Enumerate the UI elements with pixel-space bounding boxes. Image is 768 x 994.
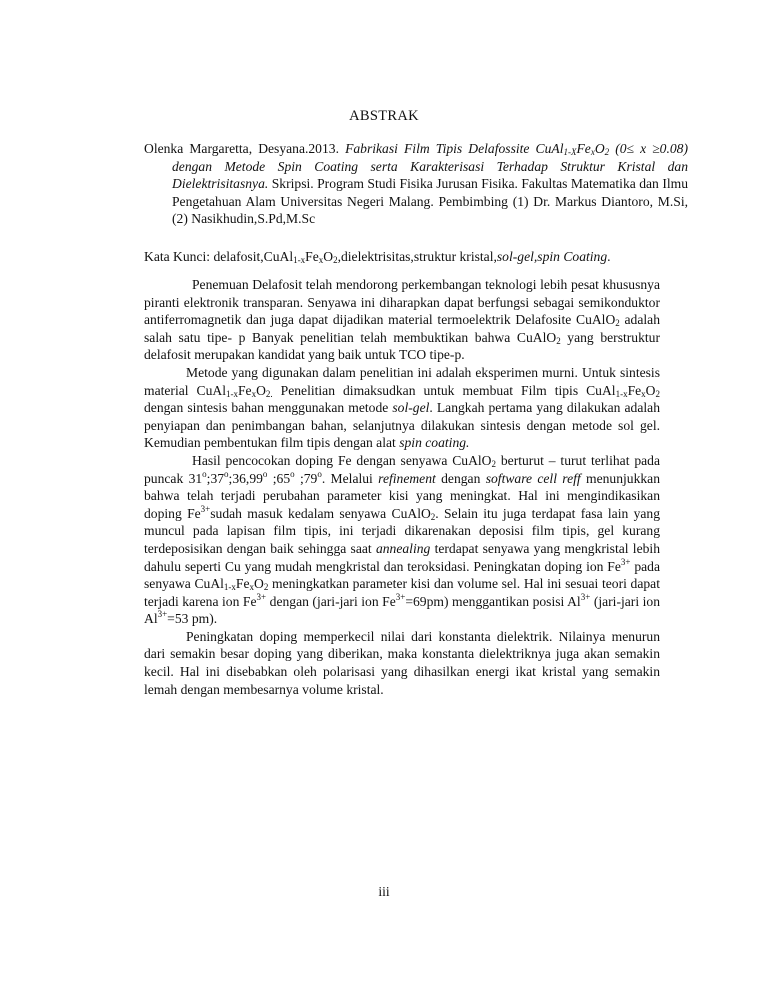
page-number: iii [378, 884, 390, 899]
citation [144, 140, 688, 228]
keywords-line: Kata Kunci: $delafosit,CuAl_{1-x}Fe_xO_2,dielektrisitas,struktur$ kristal,sol-gel,spin Coating. [144, 249, 611, 265]
paragraph-3: Hasil pencocokan doping Fe dengan senyawa CuAlO$_2$ berturut – turut terlihat pada puncak 31$^o$;37$^o$;36,99$^o$ ;65$^o$ ;79$^o$. Melalui refinement dengan software cell reff menunjukkan bahwa telah terjadi perubahan parameter kisi yang meningkat. Hal ini mengindikasikan doping $Fe^{3+}sudah$ masuk kedalam senyawa CuAlO$_2$. Selain itu juga terdapat fasa lain yang muncul pada lapisan film tipis, ini terjadi dikarenakan deposisi film tipis, gel kurang terdeposisikan dengan baik sehingga saat annealing terdapat senyawa yang mengkristal lebih dahulu seperti Cu yang mudah mengkristal dan teroksidasi. Peningkatan doping ion $Fe^{3+}$ pada senyawa $CuAl_{1-x}Fe_xO_2$ meningkatkan parameter kisi dan volume sel. Hal ini sesuai teori dapat terjadi karena ion $Fe^{3+}$ dengan (jari-jari ion $Fe^{3+}=69pm$) menggantikan posisi $Al^{3+}$ (jari-jari ion $Al^{3+}=53$ pm). [144, 452, 661, 627]
page-title: ABSTRAK [349, 108, 419, 124]
paragraph-2: Metode yang digunakan dalam penelitian ini adalah eksperimen murni. Untuk sintesis material $CuAl_{1-x}Fe_xO_{2.}$ Penelitian dimaksudkan untuk membuat Film tipis $CuAl_{1-x}Fe_xO_2$ dengan sintesis bahan menggunakan metode sol-gel. Langkah pertama yang dilakukan adalah penyiapan dan penimbangan bahan, selanjutnya dilakukan sintesis dengan metode sol gel. Kemudian pembentukan film tipis dengan alat spin coating. [144, 364, 660, 451]
paragraph-1: Penemuan Delafosit telah mendorong perkembangan teknologi lebih pesat khususnya piranti elektronik transparan. Senyawa ini diharapkan dapat berfungsi sebagai semikonduktor antiferromagnetik dan juga dapat dijadikan material termoelektrik Delafosite CuAlO$_2$ adalah salah satu tipe- p Banyak penelitian telah membuktikan bahwa CuAlO$_2$ yang berstruktur delafosit merupakan kandidat yang baik untuk TCO tipe-p. [144, 277, 660, 363]
abstract-body [144, 276, 660, 698]
citation-details: Skripsi. Program Studi Fisika Jurusan Fisika. Fakultas Matematika dan Ilmu Pengetahuan Alam Universitas Negeri Malang. Pembimbing (1) Dr. Markus Diantoro, M.Si, (2) Nasikhudin,S.Pd,M.Sc [172, 176, 688, 227]
paragraph-4: Peningkatan doping memperkecil nilai dari konstanta dielektrik. Nilainya menurun dari semakin besar doping yang diberikan, maka konstanta dielektriknya juga akan semakin kecil. Hal ini disebabkan oleh polarisasi yang dihasilkan energi ikat kristal yang semakin lemah dengan membesarnya volume kristal. [144, 628, 660, 697]
citation-thesis-title: Fabrikasi Film Tipis Delafossite $CuAl_{1-X}Fe_xO_2$ (0≤ x ≥0.08) dengan Metode Spin Coating serta Karakterisasi Terhadap Struktur Kristal dan Dielektrisitasnya. [172, 141, 688, 192]
citation-authors: Olenka Margaretta, Desyana.2013. [144, 141, 339, 156]
